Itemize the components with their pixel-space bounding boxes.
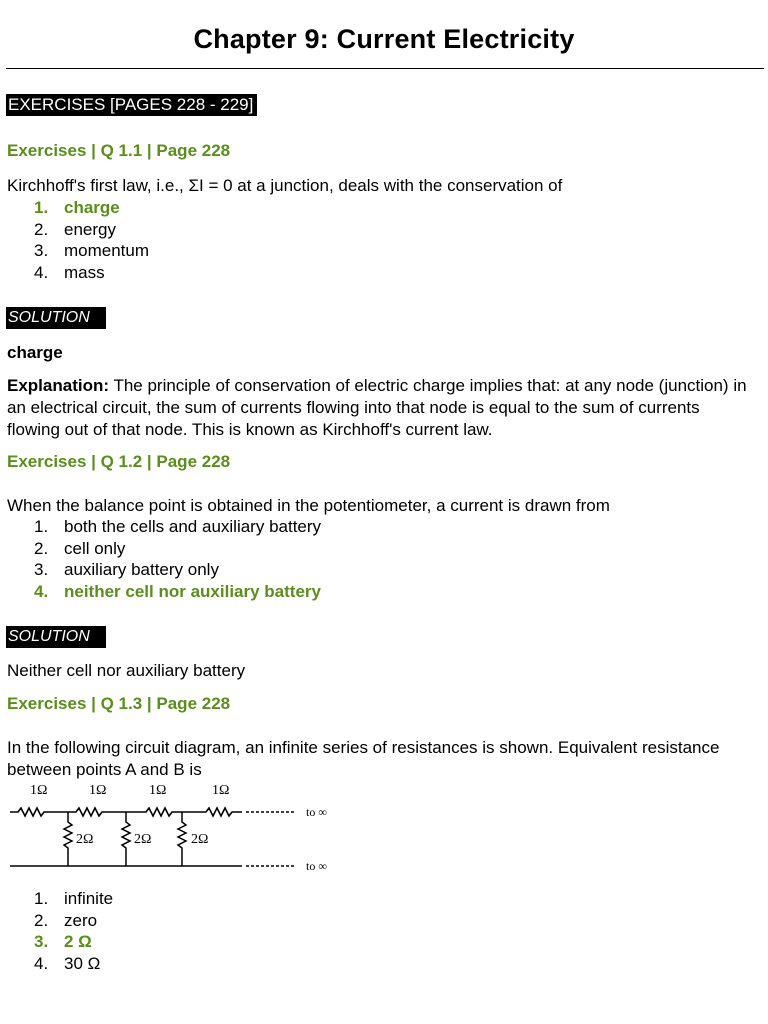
q2-option-1: 1. both the cells and auxiliary battery [34,517,322,536]
q3-option-4: 4. 30 Ω [34,953,101,973]
bottom-end-label: to ∞ [306,859,327,873]
series-label-1: 1Ω [30,783,48,798]
exercises-section-label: EXERCISES [PAGES 228 - 229] [6,94,257,116]
q1-answer: charge [7,343,63,362]
q1-question-text: Kirchhoff's first law, i.e., ΣI = 0 at a junction, deals with the conservation of [7,176,563,195]
shunt-resistor-2 [122,812,130,866]
q3-option-1: 1. infinite [34,889,114,908]
q3-question-text: In the following circuit diagram, an infinite series of resistances is shown. Equivalent resistance between points A and B is [7,738,720,779]
q1-option-3: 3. momentum [34,241,150,260]
q3-heading: Exercises | Q 1.3 | Page 228 [7,694,231,713]
top-end-label: to ∞ [306,805,327,819]
shunt-label-2: 2Ω [134,832,152,847]
explanation-label: Explanation: [7,376,110,395]
explanation-text: The principle of conservation of electric charge implies that: at any node (junction) in an electrical circuit, the sum of currents flowing into that node is equal to the sum of currents flowing out of that node. This is known as Kirchhoff's current law. [7,376,747,439]
series-label-4: 1Ω [212,783,230,798]
series-label-2: 1Ω [89,783,107,798]
q3-options [34,888,113,974]
q2-option-4: 4. neither cell nor auxiliary battery [34,581,321,601]
q1-option-2: 2. energy [34,219,116,239]
q2-answer: Neither cell nor auxiliary battery [7,661,246,680]
q2-option-2: 2. cell only [34,538,126,558]
q1-solution-label: SOLUTION [6,307,106,329]
shunt-label-3: 2Ω [191,832,209,847]
q2-solution-label: SOLUTION [6,626,106,648]
series-label-3: 1Ω [149,783,167,798]
infinite-ladder-circuit-diagram [6,780,346,880]
page-title: Chapter 9: Current Electricity [193,24,575,54]
title-divider [6,68,764,69]
q2-options [34,516,321,602]
q1-heading: Exercises | Q 1.1 | Page 228 [7,141,231,160]
q2-heading: Exercises | Q 1.2 | Page 228 [7,452,231,471]
q2-option-3: 3. auxiliary battery only [34,560,219,579]
shunt-resistor-3 [178,812,186,866]
q1-option-4: 4. mass [34,262,105,282]
q1-option-1: 1. charge [34,198,120,217]
q2-question-text: When the balance point is obtained in the potentiometer, a current is drawn from [7,496,610,515]
shunt-label-1: 2Ω [76,832,94,847]
shunt-resistor-1 [64,812,72,866]
q1-options [34,197,149,283]
q3-option-2: 2. zero [34,910,98,930]
q1-explanation [7,375,755,441]
q3-option-3: 3. 2 Ω [34,932,92,951]
